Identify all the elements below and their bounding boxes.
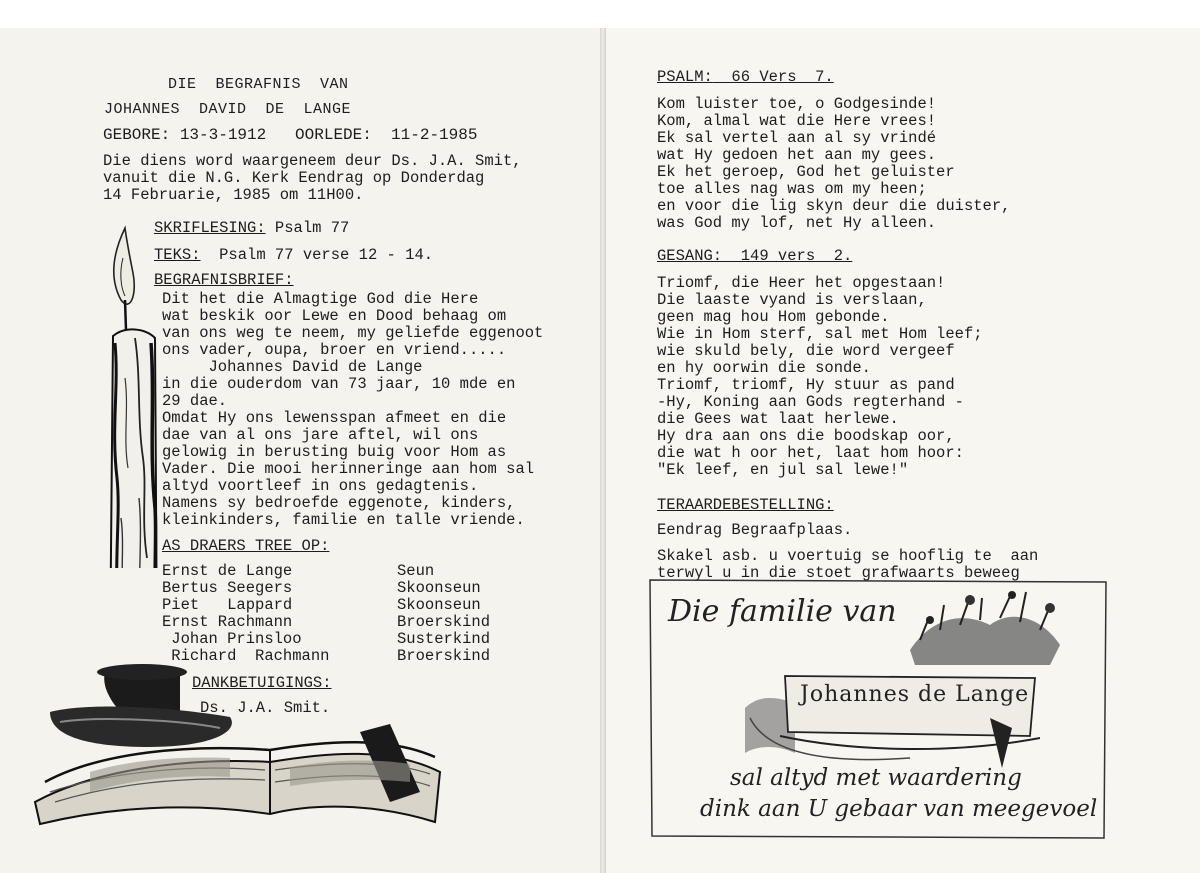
- card-thanks-line-1: sal altyd met waardering: [730, 765, 1022, 791]
- brief-line: altyd voortleef in ons gedagtenis.: [162, 477, 479, 495]
- psalm-line: wat Hy gedoen het aan my gees.: [657, 146, 937, 164]
- brief-line: kleinkinders, familie en talle vriende.: [162, 511, 525, 529]
- gesang-line: die wat h oor het, laat hom hoor:: [657, 444, 964, 462]
- card-family-text: Die familie van: [668, 594, 897, 629]
- card-thanks-line-2: dink aan U gebaar van meegevoel: [700, 796, 1098, 822]
- psalm-line: Kom, almal wat die Here vrees!: [657, 112, 937, 130]
- draer-relation: Susterkind: [397, 630, 491, 648]
- teks-label: TEKS:: [154, 246, 201, 264]
- skriflesing-value: Psalm 77: [265, 219, 350, 237]
- brief-line: in die ouderdom van 73 jaar, 10 mde en: [162, 375, 516, 393]
- brief-line: Namens sy bedroefde eggenote, kinders,: [162, 494, 516, 512]
- teraarde-label: TERAARDEBESTELLING:: [657, 496, 834, 514]
- flower-bush-illustration: [900, 580, 1070, 670]
- draer-relation: Broerskind: [397, 613, 491, 631]
- gesang-line: Triomf, die Heer het opgestaan!: [657, 274, 946, 292]
- service-line-2: vanuit die N.G. Kerk Eendrag op Donderdag: [103, 169, 485, 187]
- page-fold: [600, 28, 606, 873]
- psalm-label: PSALM:: [657, 68, 713, 86]
- brief-line: Omdat Hy ons lewensspan afmeet en die: [162, 409, 507, 427]
- heading-line-1: DIE BEGRAFNIS VAN: [168, 76, 349, 93]
- card-name-text: Johannes de Lange: [800, 682, 1030, 707]
- psalm-row: [657, 69, 834, 86]
- gesang-line: Die laaste vyand is verslaan,: [657, 291, 927, 309]
- draer-relation: Seun: [397, 562, 435, 580]
- brief-line: Dit het die Almagtige God die Here: [162, 290, 479, 308]
- skriflesing-row: [154, 220, 349, 237]
- psalm-line: Kom luister toe, o Godgesinde!: [657, 95, 937, 113]
- draer-name: Richard Rachmann: [162, 647, 330, 665]
- brief-line: Vader. Die mooi herinneringe aan hom sal: [162, 460, 535, 478]
- gesang-line: en hy oorwin die sonde.: [657, 359, 871, 377]
- teks-row: [154, 247, 433, 264]
- gesang-line: geen mag hou Hom gebonde.: [657, 308, 890, 326]
- draer-name: Ernst Rachmann: [162, 613, 293, 631]
- gesang-line: die Gees wat laat herlewe.: [657, 410, 899, 428]
- heading-line-2: JOHANNES DAVID DE LANGE: [104, 101, 352, 118]
- gesang-line: "Ek leef, en jul sal lewe!": [657, 461, 909, 479]
- scroll-banner-illustration: [740, 658, 1040, 768]
- service-line-1: Die diens word waargeneem deur Ds. J.A. Smit,: [103, 152, 522, 170]
- brief-line: dae van al ons jare aftel, wil ons: [162, 426, 479, 444]
- brief-line: wat beskik oor Lewe en Dood behaag om: [162, 307, 507, 325]
- skakel-line-1: Skakel asb. u voertuig se hooflig te aan: [657, 547, 1039, 565]
- teraarde-value: Eendrag Begraafplaas.: [657, 521, 853, 539]
- birth-death-dates: GEBORE: 13-3-1912 OORLEDE: 11-2-1985: [103, 126, 478, 144]
- gesang-line: Hy dra aan ons die boodskap oor,: [657, 427, 955, 445]
- brief-line: 29 dae.: [162, 392, 228, 410]
- dankbetuigings-label: DANKBETUIGINGS:: [192, 674, 332, 692]
- draer-relation: Broerskind: [397, 647, 491, 665]
- draer-relation: Skoonseun: [397, 579, 481, 597]
- psalm-line: was God my lof, net Hy alleen.: [657, 214, 937, 232]
- skriflesing-label: SKRIFLESING:: [154, 219, 266, 237]
- skakel-line-2: terwyl u in die stoet grafwaarts beweeg: [657, 564, 1020, 582]
- gesang-line: wie skuld bely, die word vergeef: [657, 342, 955, 360]
- gesang-label: GESANG:: [657, 247, 723, 265]
- psalm-line: Ek het geroep, God het geluister: [657, 163, 955, 181]
- gesang-value: 149 vers 2.: [722, 247, 853, 265]
- psalm-line: toe alles nag was om my heen;: [657, 180, 927, 198]
- draer-relation: Skoonseun: [397, 596, 481, 614]
- draer-name: Johan Prinsloo: [162, 630, 302, 648]
- begrafnisbrief-label: BEGRAFNISBRIEF:: [154, 271, 294, 289]
- dankbetuigings-value: Ds. J.A. Smit.: [200, 699, 331, 717]
- draer-name: Bertus Seegers: [162, 579, 293, 597]
- teks-value: Psalm 77 verse 12 - 14.: [200, 246, 434, 264]
- psalm-value: 66 Vers 7.: [712, 68, 834, 86]
- gesang-line: -Hy, Koning aan Gods regterhand -: [657, 393, 964, 411]
- gesang-row: [657, 248, 852, 265]
- draers-label: AS DRAERS TREE OP:: [162, 537, 330, 555]
- brief-line: van ons weg te neem, my geliefde eggenoot: [162, 324, 544, 342]
- gesang-line: Wie in Hom sterf, sal met Hom leef;: [657, 325, 983, 343]
- gesang-line: Triomf, triomf, Hy stuur as pand: [657, 376, 955, 394]
- brief-line: Johannes David de Lange: [162, 358, 423, 376]
- brief-line: gelowig in berusting buig voor Hom as: [162, 443, 507, 461]
- service-line-3: 14 Februarie, 1985 om 11H00.: [103, 186, 364, 204]
- psalm-line: en voor die lig skyn deur die duister,: [657, 197, 1011, 215]
- draer-name: Piet Lappard: [162, 596, 293, 614]
- draer-name: Ernst de Lange: [162, 562, 293, 580]
- brief-line: ons vader, oupa, broer en vriend.....: [162, 341, 507, 359]
- psalm-line: Ek sal vertel aan al sy vrindé: [657, 129, 937, 147]
